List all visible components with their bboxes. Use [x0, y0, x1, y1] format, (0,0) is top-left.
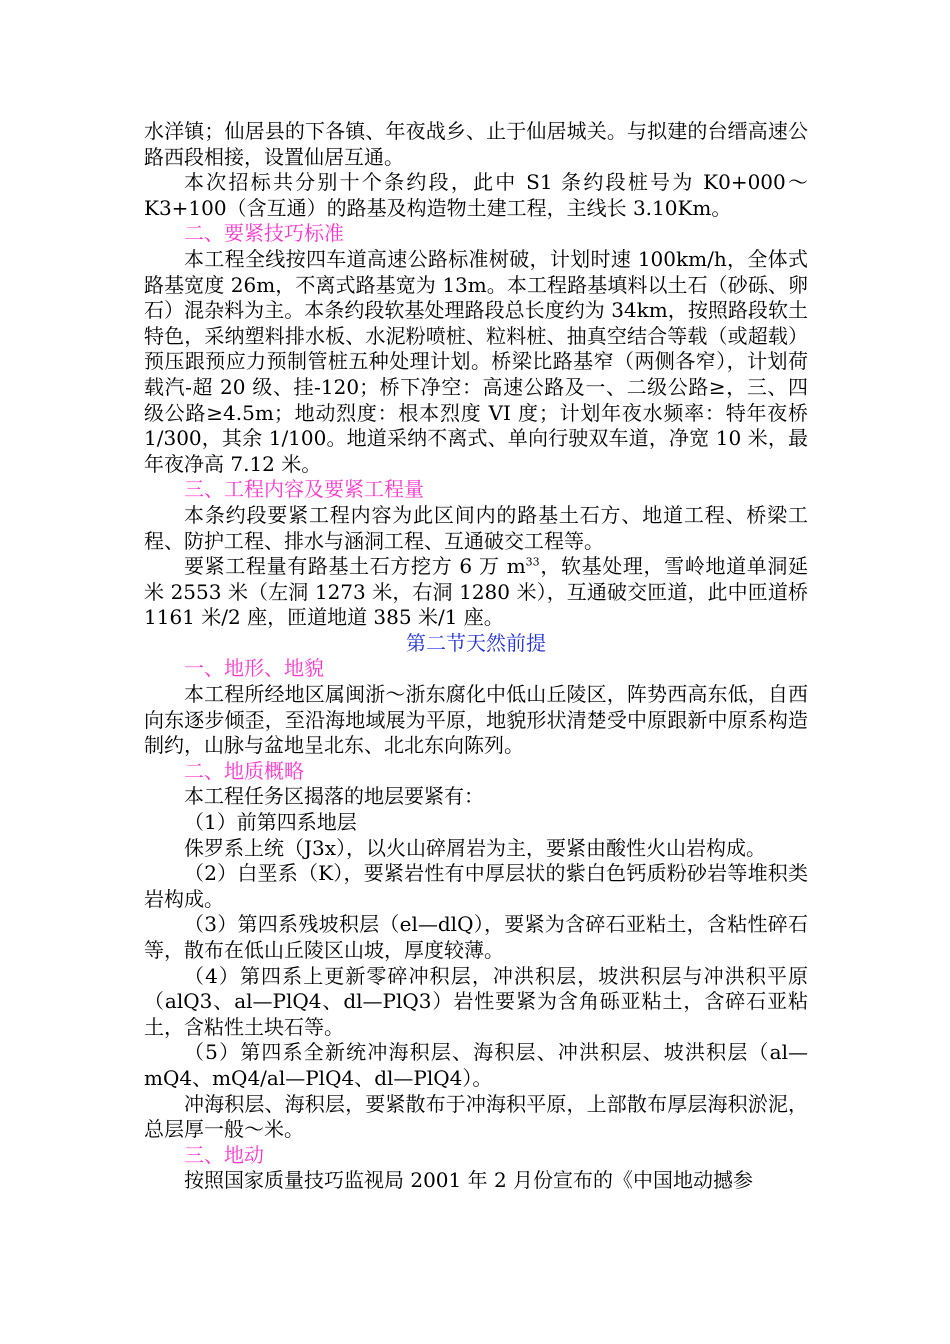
heading-earthquake: 三、地动 [184, 1142, 264, 1167]
paragraph-marine-layers: 冲海积层、海积层，要紧散布于冲海积平原，上部散布厚层海积淤泥，总层厚一般～米。 [144, 1091, 808, 1142]
heading-terrain: 一、地形、地貌 [184, 656, 324, 681]
paragraph-earthquake: 按照国家质量技巧监视局 2001 年 2 月份宣布的《中国地动撼参 [184, 1168, 754, 1193]
document-body [144, 119, 808, 1194]
paragraph-work-quantities [144, 554, 808, 631]
heading-geology: 二、地质概略 [184, 758, 304, 783]
quantities-text-start: 要紧工程量有路基土石方挖方 6 万 m [184, 554, 526, 579]
paragraph-work-content: 本条约段要紧工程内容为此区间内的路基土石方、地道工程、桥梁工程、防护工程、排水与涵洞工程、互通破交工程等。 [144, 502, 808, 553]
paragraph-bid-sections: 本次招标共分别十个条约段，此中 S1 条约段桩号为 K0+000～K3+100（含互通）的路基及构造物土建工程，主线长 3.10Km。 [144, 170, 808, 220]
paragraph-continuation: 水洋镇；仙居县的下各镇、年夜战乡、止于仙居城关。与拟建的台缙高速公路西段相接，设置仙居互通。 [144, 119, 808, 169]
paragraph-geology-item-2: （2）白垩系（K），要紧岩性有中厚层状的紫白色钙质粉砂岩等堆积类岩构成。 [144, 861, 808, 911]
quantities-text-end: ，软基处理，雪岭地道单洞延米 2553 米（左洞 1273 米，右洞 1280 米），互通破交匝道，此中匝道桥 1161 米/2 座，匝道地道 385 米/1 座。 [144, 554, 809, 630]
paragraph-geology-item-4: （4）第四系上更新零碎冲积层，冲洪积层，坡洪积层与冲洪积平原（alQ3、al—PlQ4、dl—PlQ3）岩性要紧为含角砾亚粘土，含碎石亚粘土，含粘性土块石等。 [144, 963, 808, 1039]
heading-technical-standards: 二、要紧技巧标准 [184, 221, 344, 246]
quantities-superscript: 33 [525, 555, 540, 569]
paragraph-technical-standards: 本工程全线按四车道高速公路标准树破，计划时速 100km/h，全体式路基宽度 26m，不离式路基宽为 13m。本工程路基填料以土石（砂砾、卵石）混杂料为主。本条约段软基处理路段总长度约为 34km，按照路段软土特色，采纳塑料排水板、水泥粉喷桩、粒料桩、抽真空结合等载（或超载）预压跟预应力预制管桩五种处理计划。桥梁比路基窄（两侧各窄），计划荷载汽-超 20 级、挂-120；桥下净空：高速公路及一、二级公路≥，三、四级公路≥4.5m；地动烈度：根本烈度 VI 度；计划年夜水频率：特年夜桥 1/300，其余 1/100。地道采纳不离式、单向行驶双车道，净宽 10 米，最年夜净高 7.12 米。 [144, 246, 808, 476]
section-title-natural-conditions: 第二节天然前提 [406, 630, 546, 655]
heading-work-content: 三、工程内容及要紧工程量 [184, 477, 424, 502]
paragraph-geology-item-3: （3）第四系残坡积层（el—dlQ），要紧为含碎石亚粘土，含粘性碎石等，散布在低山丘陵区山坡，厚度较薄。 [144, 912, 808, 962]
paragraph-geology-item-1: （1）前第四系地层 [184, 810, 357, 835]
paragraph-geology-item-5: （5）第四系全新统冲海积层、海积层、冲洪积层、坡洪积层（al—mQ4、mQ4/al—PlQ4、dl—PlQ4）。 [144, 1040, 808, 1090]
paragraph-geology-intro: 本工程任务区揭落的地层要紧有： [184, 784, 484, 809]
paragraph-jurassic: 侏罗系上统（J3x），以火山碎屑岩为主，要紧由酸性火山岩构成。 [184, 835, 767, 860]
paragraph-terrain: 本工程所经地区属闽浙～浙东腐化中低山丘陵区，阵势西高东低，自西向东逐步倾歪，至沿海地域展为平原，地貌形状清楚受中原跟新中原系构造制约，山脉与盆地呈北东、北北东向陈列。 [144, 682, 808, 758]
